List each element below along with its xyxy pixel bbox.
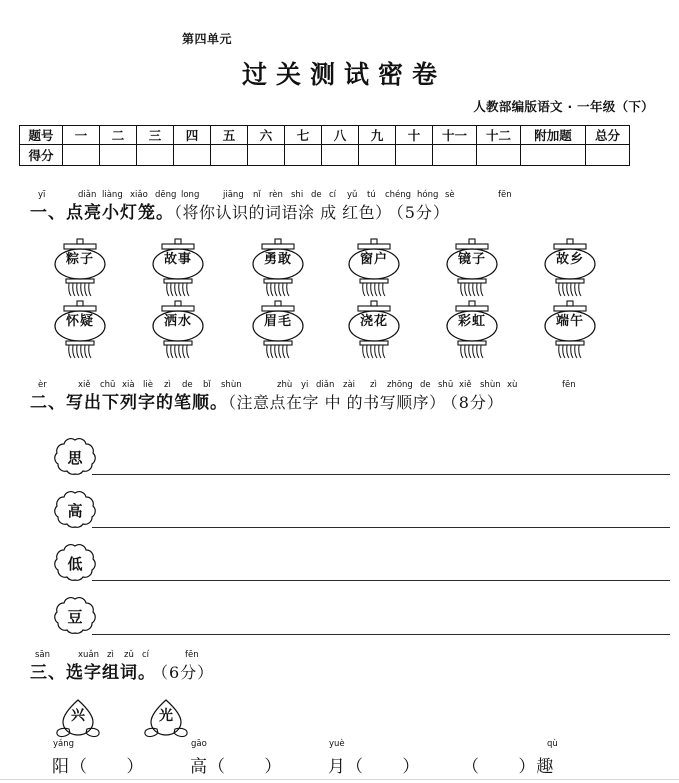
lantern-word: 粽子 <box>65 252 94 267</box>
lantern-word: 勇敢 <box>263 252 292 267</box>
pinyin-hong: hóng <box>417 190 439 200</box>
col-header-9: 九 <box>359 126 396 145</box>
exercise-3-heading <box>30 650 214 685</box>
col-header-4: 四 <box>174 126 211 145</box>
fill-pinyin-qu: qù <box>547 739 558 749</box>
pinyin-zi: zì <box>164 380 171 390</box>
choice-bud-1[interactable] <box>52 698 104 740</box>
pinyin-ni: nǐ <box>253 190 261 200</box>
pinyin-dian2: diǎn <box>316 380 335 390</box>
pinyin-xie2: xiě <box>459 380 472 390</box>
writing-line-2[interactable] <box>92 527 670 528</box>
col-header-2: 二 <box>100 126 137 145</box>
writing-line-3[interactable] <box>92 580 670 581</box>
pinyin-xuan: xuǎn <box>78 650 100 660</box>
lantern-9[interactable] <box>240 300 316 368</box>
score-cell-bonus[interactable] <box>521 145 586 166</box>
lantern-word: 洒水 <box>163 314 192 329</box>
lantern-1[interactable] <box>42 238 118 306</box>
fill-pinyin-yang: yáng <box>53 739 75 749</box>
pinyin-er: èr <box>38 380 47 390</box>
pinyin-shun2: shùn <box>480 380 501 390</box>
score-cell-9[interactable] <box>359 145 396 166</box>
col-header-bonus: 附加题 <box>521 126 586 145</box>
fill-item-1[interactable] <box>52 739 145 777</box>
fill-item-3[interactable] <box>328 739 421 777</box>
pinyin-zi3: zì <box>107 650 114 660</box>
pinyin-de2: de <box>182 380 193 390</box>
lantern-word: 故事 <box>163 252 192 267</box>
score-cell-3[interactable] <box>137 145 174 166</box>
lantern-word: 浇花 <box>359 314 388 329</box>
lantern-word: 故乡 <box>555 252 584 267</box>
table-row-header <box>20 126 630 145</box>
exercise-2-points: （8分） <box>449 393 504 412</box>
lantern-word: 彩虹 <box>457 314 486 329</box>
exercise-3-pinyin-row <box>30 650 214 661</box>
fill-text: 月（ ） <box>328 757 421 777</box>
lantern-10[interactable] <box>336 300 412 368</box>
exercise-1-instruction: （将你认识的词语涂 成 红色） <box>174 203 392 222</box>
pinyin-bi: bǐ <box>203 380 211 390</box>
bud-character: 兴 <box>71 708 85 724</box>
lantern-11[interactable] <box>434 300 510 368</box>
fill-text: 阳（ ） <box>52 757 145 777</box>
pinyin-zhong: zhōng <box>387 380 413 390</box>
pinyin-chu: chū <box>100 380 116 390</box>
table-row-scores <box>20 145 630 166</box>
pinyin-san: sān <box>35 650 51 660</box>
score-cell-1[interactable] <box>63 145 100 166</box>
pinyin-tu: tú <box>367 190 376 200</box>
col-header-7: 七 <box>285 126 322 145</box>
pinyin-zhu: zhù <box>277 380 293 390</box>
fill-item-4[interactable] <box>462 739 558 777</box>
pinyin-xie: xiě <box>78 380 91 390</box>
score-cell-7[interactable] <box>285 145 322 166</box>
pinyin-yi: yī <box>38 190 46 200</box>
lantern-3[interactable] <box>240 238 316 306</box>
score-cell-4[interactable] <box>174 145 211 166</box>
cloud-character: 高 <box>67 502 83 520</box>
exercise-2-pinyin-row <box>30 380 576 391</box>
pinyin-ci: cí <box>329 190 337 200</box>
pinyin-fen: fēn <box>498 190 512 200</box>
score-cell-11[interactable] <box>433 145 477 166</box>
exercise-2-heading <box>30 380 576 415</box>
writing-line-4[interactable] <box>92 634 670 635</box>
row-label-question-number: 题号 <box>20 126 63 145</box>
exercise-3-number: 三、 <box>30 663 66 683</box>
exercise-1-pinyin-row <box>30 190 512 201</box>
unit-label: 第四单元 <box>182 32 233 46</box>
pinyin-liang: liàng <box>102 190 123 200</box>
pinyin-lie: liè <box>143 380 153 390</box>
choice-bud-2[interactable] <box>140 698 192 740</box>
pinyin-fen2: fēn <box>562 380 576 390</box>
lantern-word: 窗户 <box>359 252 388 267</box>
pinyin-shi: shi <box>291 190 304 200</box>
pinyin-yu: yǔ <box>347 190 358 200</box>
bud-character: 光 <box>159 708 173 724</box>
exercise-3-points: （6分） <box>160 663 215 682</box>
fill-pinyin-yue: yuè <box>329 739 345 749</box>
pinyin-jiang: jiāng <box>223 190 244 200</box>
lantern-4[interactable] <box>336 238 412 306</box>
pinyin-yi2: yi <box>301 380 309 390</box>
col-header-5: 五 <box>211 126 248 145</box>
pinyin-dian: diǎn <box>78 190 97 200</box>
lantern-word: 怀疑 <box>65 314 94 329</box>
pinyin-de: de <box>311 190 322 200</box>
cloud-character: 豆 <box>67 608 83 626</box>
pinyin-zu: zǔ <box>124 650 134 660</box>
exercise-2-number: 二、 <box>30 393 66 413</box>
pinyin-shu: shū <box>438 380 454 390</box>
subject-line: 人教部编版语文 · 一年级（下） <box>473 99 654 114</box>
pinyin-long: long <box>181 190 200 200</box>
lantern-word: 镜子 <box>457 252 486 267</box>
exercise-1-points: （5分） <box>395 203 450 222</box>
lantern-2[interactable] <box>140 238 216 306</box>
pinyin-ci2: cí <box>142 650 150 660</box>
lantern-5[interactable] <box>434 238 510 306</box>
pinyin-deng: dēng <box>155 190 177 200</box>
writing-line-1[interactable] <box>92 474 670 475</box>
pinyin-se: sè <box>445 190 455 200</box>
lantern-word: 端午 <box>555 314 584 329</box>
col-header-12: 十二 <box>477 126 521 145</box>
fill-text: （ ）趣 <box>462 757 555 777</box>
score-cell-12[interactable] <box>477 145 521 166</box>
row-label-score: 得分 <box>20 145 63 166</box>
exercise-1-title-row <box>30 201 450 225</box>
score-cell-total[interactable] <box>586 145 630 166</box>
score-cell-5[interactable] <box>211 145 248 166</box>
cloud-character: 低 <box>67 555 83 573</box>
exercise-2-title-row <box>30 391 504 415</box>
pinyin-fen3: fēn <box>185 650 199 660</box>
col-header-8: 八 <box>322 126 359 145</box>
col-header-total: 总分 <box>586 126 630 145</box>
col-header-6: 六 <box>248 126 285 145</box>
exercise-2-title: 写出下列字的笔顺。 <box>66 393 228 413</box>
score-cell-2[interactable] <box>100 145 137 166</box>
bottom-divider <box>0 779 679 780</box>
pinyin-cheng: chéng <box>385 190 412 200</box>
page-title: 过关测试密卷 <box>241 60 446 89</box>
score-table <box>19 125 630 166</box>
lantern-12[interactable] <box>532 300 608 368</box>
score-cell-10[interactable] <box>396 145 433 166</box>
exercise-1-number: 一、 <box>30 203 66 223</box>
pinyin-de3: de <box>420 380 431 390</box>
pinyin-xia: xià <box>122 380 135 390</box>
fill-pinyin-gao: gāo <box>191 739 207 749</box>
score-cell-8[interactable] <box>322 145 359 166</box>
lantern-7[interactable] <box>42 300 118 368</box>
lantern-word: 眉毛 <box>263 314 292 329</box>
score-cell-6[interactable] <box>248 145 285 166</box>
cloud-character: 思 <box>67 449 83 467</box>
pinyin-xu: xù <box>507 380 518 390</box>
col-header-10: 十 <box>396 126 433 145</box>
exercise-1-heading <box>30 190 512 225</box>
exercise-1-title: 点亮小灯笼。 <box>66 203 174 223</box>
fill-text: 高（ ） <box>190 757 283 777</box>
lantern-8[interactable] <box>140 300 216 368</box>
fill-item-2[interactable] <box>190 739 283 777</box>
pinyin-shun: shùn <box>221 380 242 390</box>
pinyin-xiao: xiǎo <box>130 190 148 200</box>
exercise-2-instruction: （注意点在字 中 的书写顺序） <box>228 393 446 412</box>
pinyin-zi2: zì <box>370 380 377 390</box>
exercise-3-title-row <box>30 661 214 685</box>
col-header-11: 十一 <box>433 126 477 145</box>
lantern-6[interactable] <box>532 238 608 306</box>
pinyin-zai: zài <box>343 380 356 390</box>
col-header-3: 三 <box>137 126 174 145</box>
exercise-3-title: 选字组词。 <box>66 663 156 683</box>
col-header-1: 一 <box>63 126 100 145</box>
pinyin-ren: rèn <box>269 190 283 200</box>
